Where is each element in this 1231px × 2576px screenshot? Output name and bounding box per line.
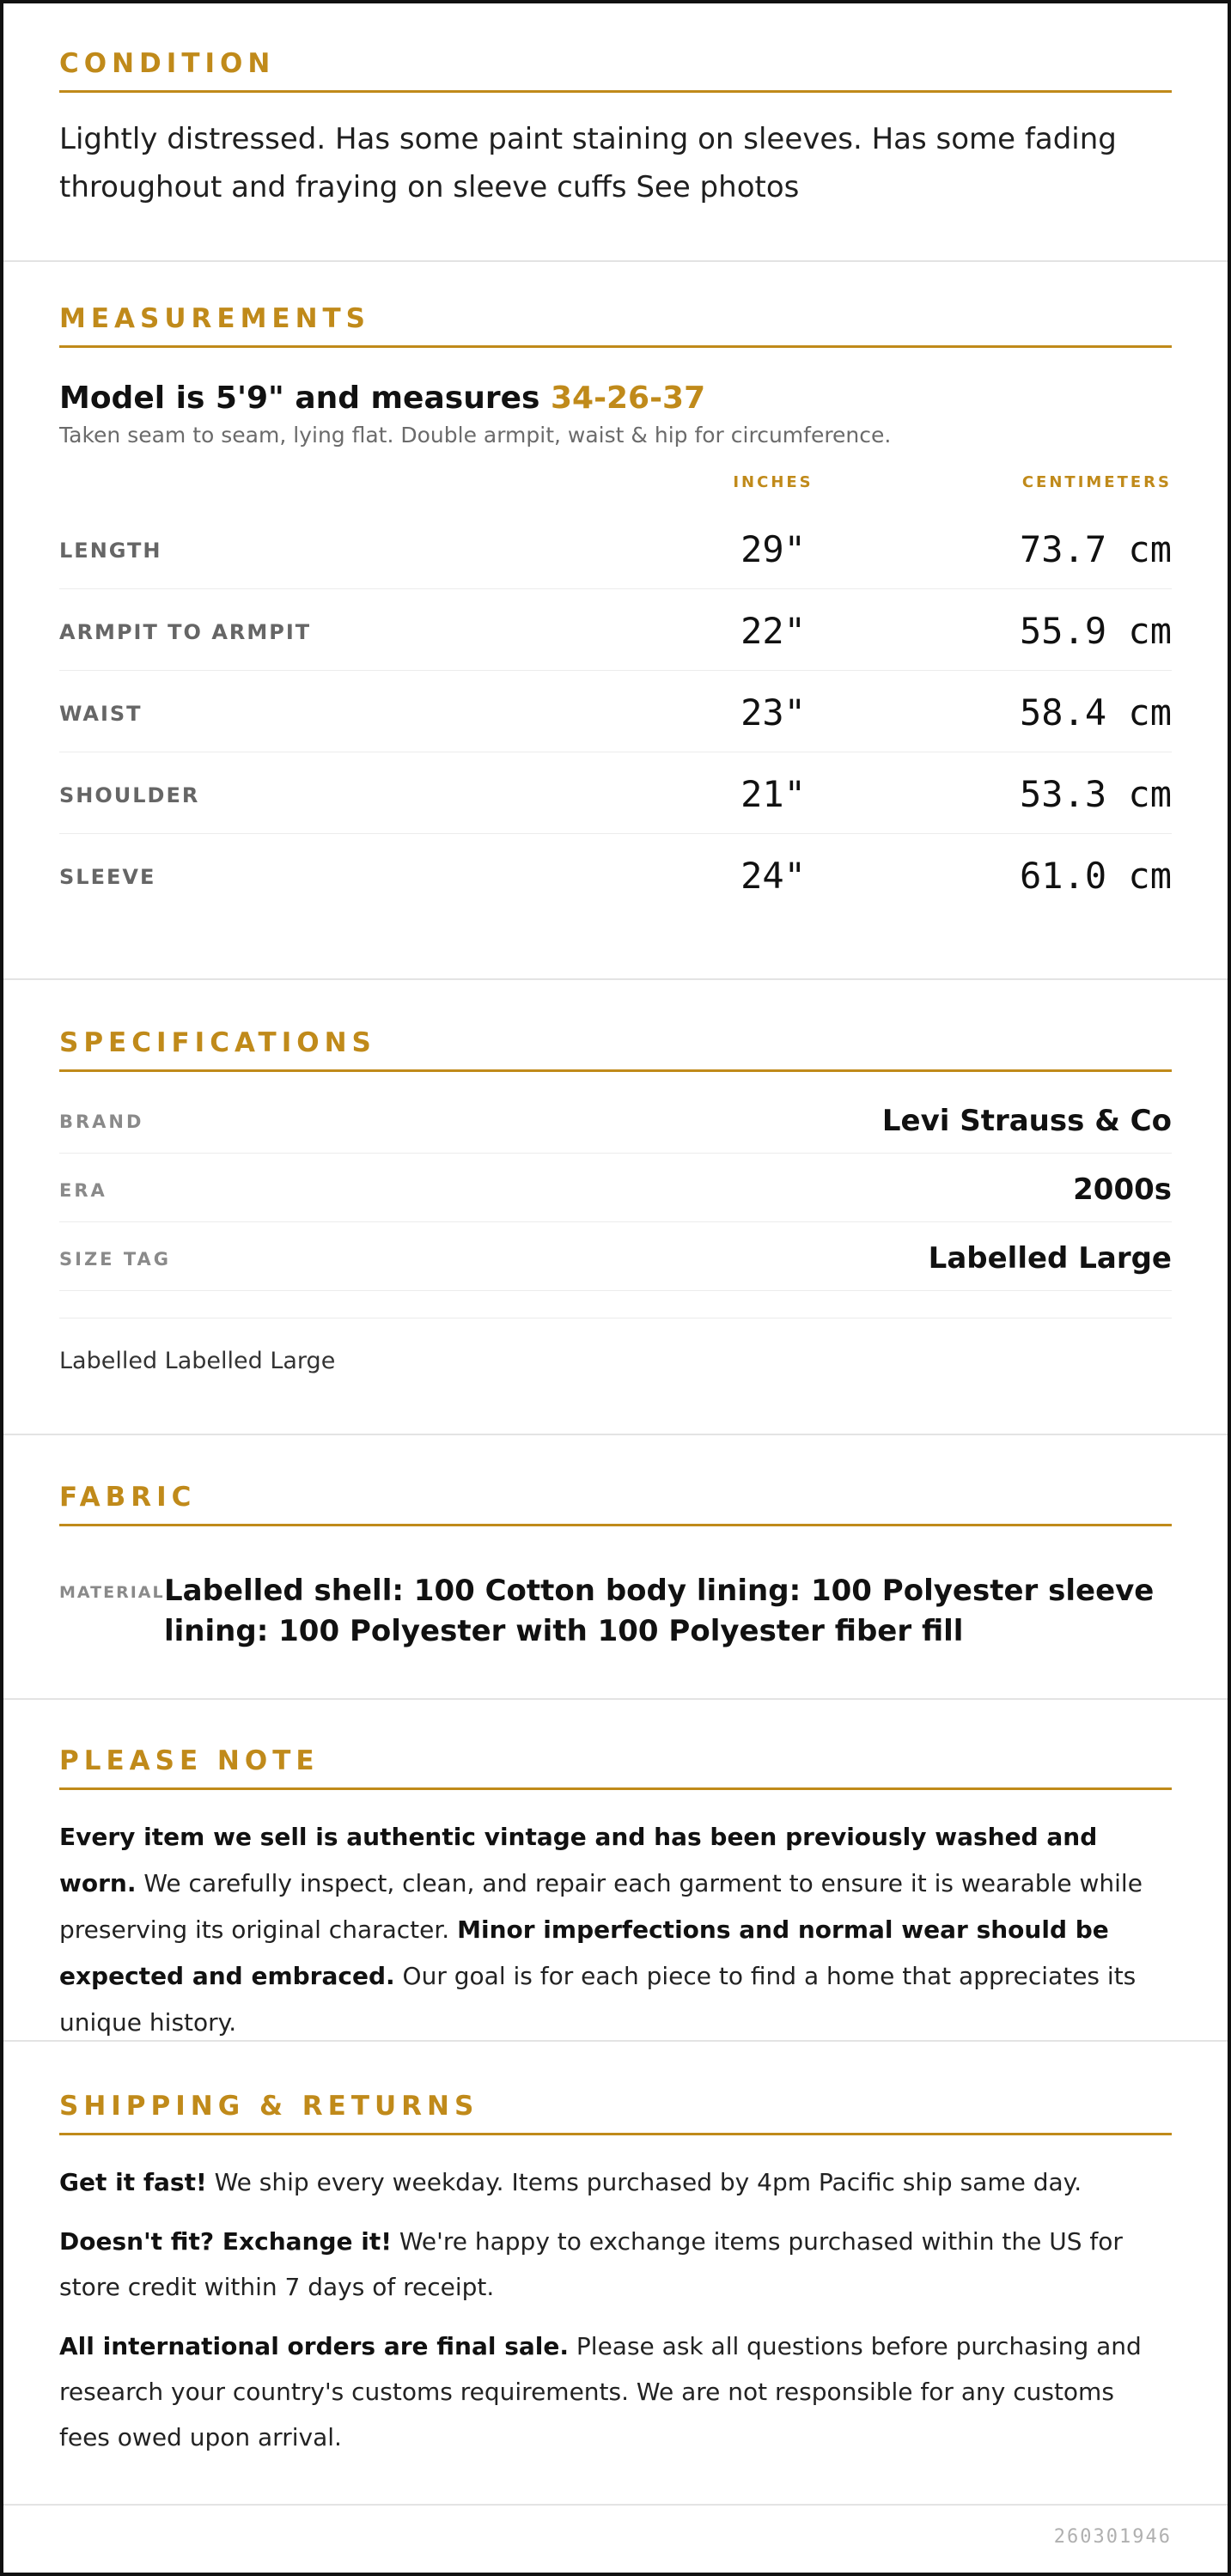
shipping-returns-section: [3, 2042, 1228, 2506]
model-info: [59, 381, 1172, 416]
note-text-inspect: We carefully inspect, clean, and repair each garment to ensure it is wearable while preserving its original character.: [59, 1869, 1143, 1944]
material-value: Labelled shell: 100 Cotton body lining: 100 Polyester sleeve lining: 100 Polyester with 100 Polyester fiber fill: [164, 1574, 1155, 1648]
international-text: Please ask all questions before purchasing and research your country's customs requirements. We are not responsible for any customs fees owed upon arrival.: [59, 2332, 1142, 2451]
footer: [3, 2506, 1228, 2574]
please-note-section: [3, 1700, 1228, 2042]
fabric-heading: FABRIC: [59, 1482, 1172, 1526]
measurements-section: [3, 262, 1228, 980]
spec-label: SIZE TAG: [59, 1249, 172, 1270]
material-label: MATERIAL: [59, 1583, 165, 1602]
measurement-cm: 55.9 cm: [1019, 610, 1172, 652]
spec-label: ERA: [59, 1180, 107, 1201]
measurements-heading: MEASUREMENTS: [59, 303, 1172, 348]
specifications-heading: SPECIFICATIONS: [59, 1027, 1172, 1072]
measurement-inches: 29": [740, 528, 806, 570]
fabric-material-row: [59, 1571, 1172, 1652]
spec-row-era: [59, 1154, 1172, 1222]
model-info-prefix: Model is 5'9" and measures: [59, 381, 551, 416]
measurement-cm: 61.0 cm: [1019, 855, 1172, 897]
measurement-inches: 21": [740, 773, 806, 815]
spec-value: 2000s: [1073, 1172, 1172, 1207]
column-header-inches: INCHES: [733, 473, 814, 491]
measurement-row-length: [59, 508, 1172, 589]
condition-section: [3, 3, 1228, 262]
exchange-bold: Doesn't fit? Exchange it!: [59, 2227, 392, 2256]
size-tag-note: Labelled Labelled Large: [59, 1348, 336, 1374]
exchange-text: We're happy to exchange items purchased within the US for store credit within 7 days of receipt.: [59, 2227, 1123, 2301]
measurement-row-shoulder: [59, 752, 1172, 834]
spec-divider: [59, 1291, 1172, 1318]
spec-row-brand: [59, 1085, 1172, 1154]
specifications-list: [59, 1085, 1172, 1318]
spec-value: Labelled Large: [928, 1241, 1172, 1276]
condition-text: Lightly distressed. Has some paint staining on sleeves. Has some fading throughout and fraying on sleeve cuffs See photos: [59, 122, 1117, 204]
measurements-table-header: [59, 473, 1172, 508]
model-measures: 34-26-37: [550, 381, 706, 416]
measurements-subtitle: Taken seam to seam, lying flat. Double armpit, waist & hip for circumference.: [59, 423, 892, 448]
note-bold-authentic: Every item we sell is authentic vintage and has been previously washed and worn.: [59, 1823, 1098, 1897]
shipping-heading: SHIPPING & RETURNS: [59, 2091, 1172, 2135]
measurement-row-armpit: [59, 589, 1172, 671]
column-header-centimeters: CENTIMETERS: [1021, 473, 1172, 491]
measurement-cm: 58.4 cm: [1019, 691, 1172, 734]
measurement-label: ARMPIT TO ARMPIT: [59, 620, 312, 644]
please-note-heading: PLEASE NOTE: [59, 1745, 1172, 1790]
measurement-cm: 53.3 cm: [1019, 773, 1172, 815]
fabric-section: [3, 1435, 1228, 1700]
item-sku: 260301946: [1053, 2526, 1172, 2548]
condition-heading: CONDITION: [59, 48, 1172, 93]
measurement-row-sleeve: [59, 834, 1172, 916]
measurement-label: SLEEVE: [59, 865, 156, 889]
shipping-fast-paragraph: [59, 2159, 1172, 2205]
measurement-label: WAIST: [59, 702, 143, 726]
measurement-inches: 22": [740, 610, 806, 652]
note-bold-imperfections: Minor imperfections and normal wear should be expected and embraced.: [59, 1915, 1109, 1990]
please-note-text: [59, 1814, 1172, 2046]
spec-row-size-tag: [59, 1222, 1172, 1291]
measurement-label: SHOULDER: [59, 783, 200, 807]
spec-label: BRAND: [59, 1111, 144, 1132]
measurement-inches: 24": [740, 855, 806, 897]
specifications-section: [3, 980, 1228, 1435]
measurement-row-waist: [59, 671, 1172, 752]
note-text-goal: Our goal is for each piece to find a home that appreciates its unique history.: [59, 1962, 1137, 2037]
spec-value: Levi Strauss & Co: [881, 1104, 1172, 1138]
shipping-fast-text: We ship every weekday. Items purchased by 4pm Pacific ship same day.: [206, 2168, 1082, 2196]
measurement-cm: 73.7 cm: [1019, 528, 1172, 570]
measurement-label: LENGTH: [59, 539, 162, 563]
international-bold: All international orders are final sale.: [59, 2332, 570, 2360]
measurements-table: [59, 508, 1172, 916]
shipping-fast-bold: Get it fast!: [59, 2168, 207, 2196]
international-paragraph: [59, 2323, 1172, 2460]
measurement-inches: 23": [740, 691, 806, 734]
exchange-paragraph: [59, 2219, 1172, 2310]
